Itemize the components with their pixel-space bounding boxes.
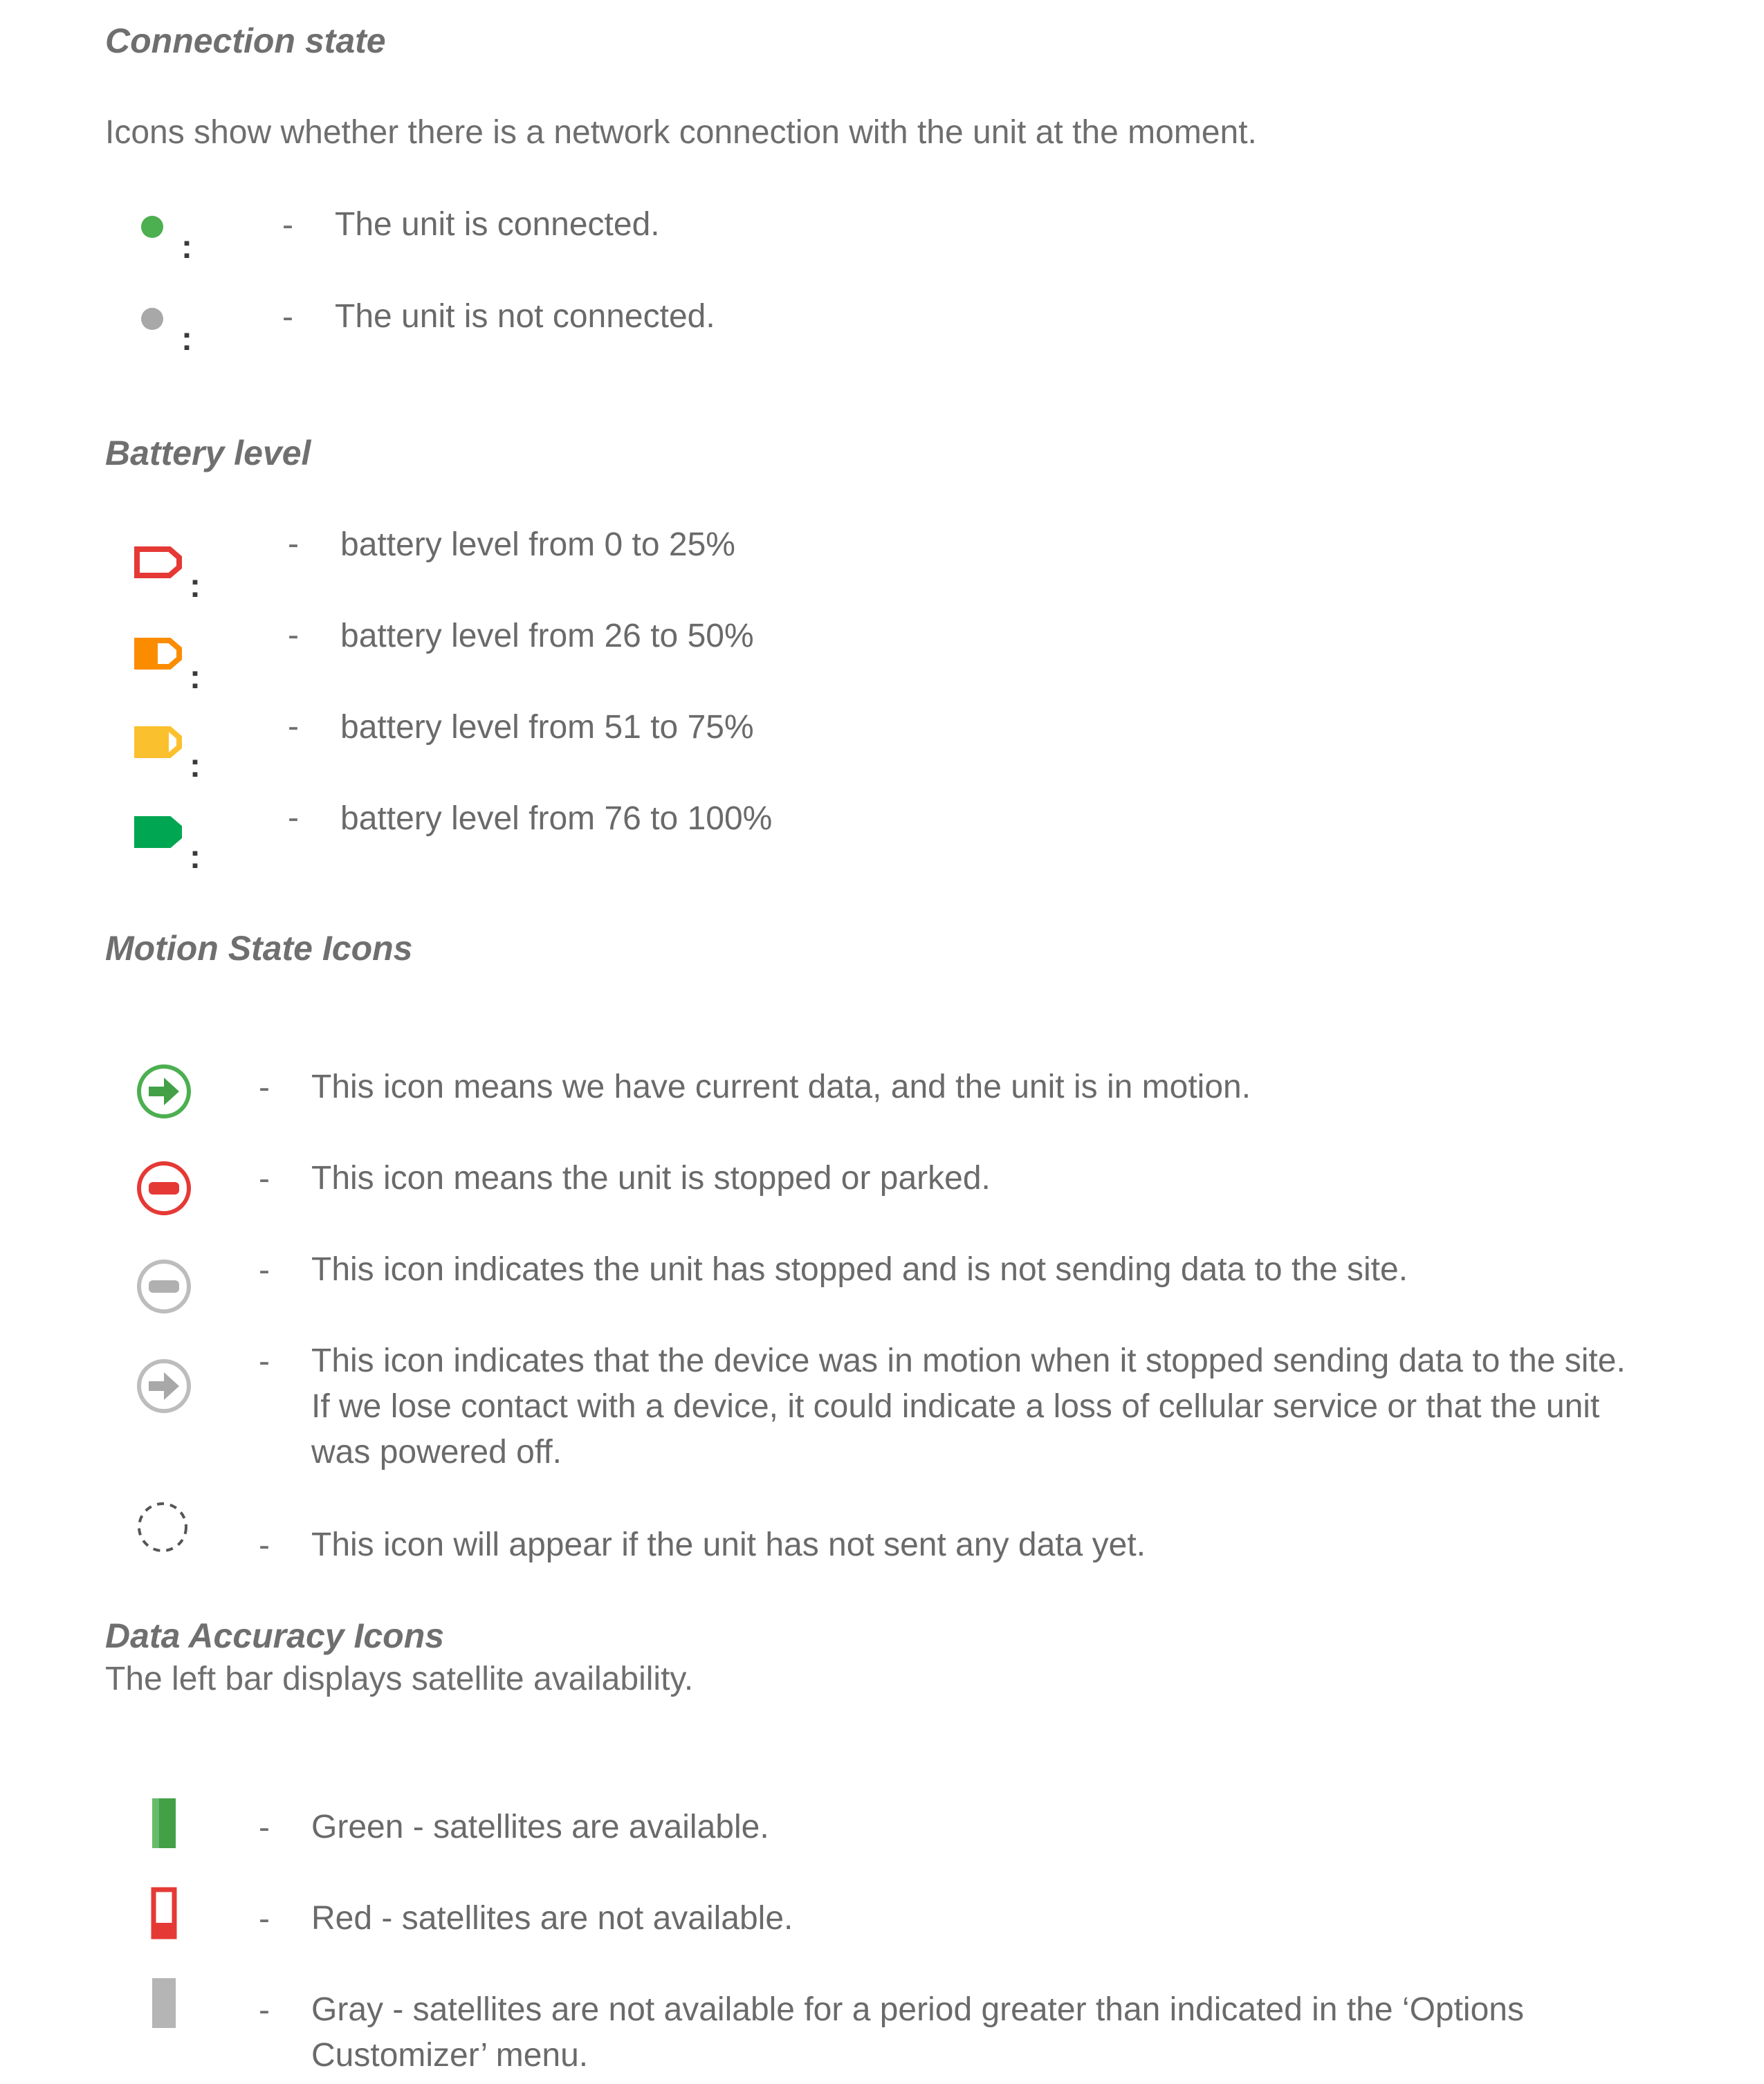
list-dash: - xyxy=(259,1809,270,1846)
colon: : xyxy=(190,748,201,784)
list-dash: - xyxy=(259,1901,270,1937)
battery-green-icon xyxy=(134,816,183,848)
motion-item-stopped: This icon means the unit is stopped or parked. xyxy=(311,1160,991,1197)
list-dash: - xyxy=(259,1161,270,1197)
data-accuracy-intro: The left bar displays satellite availability. xyxy=(105,1661,694,1697)
motion-item-no-data-yet: This icon will appear if the unit has not sent any data yet. xyxy=(311,1527,1146,1563)
list-dash: - xyxy=(259,1527,270,1564)
red-bar-icon xyxy=(151,1887,178,1939)
battery-yellow-icon xyxy=(134,726,183,758)
gray-minus-circle-icon xyxy=(135,1257,193,1316)
list-dash: - xyxy=(259,1069,270,1106)
battery-item-76-100: battery level from 76 to 100% xyxy=(340,800,773,837)
list-dash: - xyxy=(288,526,299,562)
colon: : xyxy=(190,659,201,696)
green-dot-icon xyxy=(138,213,166,241)
colon: : xyxy=(181,229,192,266)
accuracy-item-gray: Gray - satellites are not available for a period greater than indicated in the ‘Options Customizer’ menu. xyxy=(311,1991,1524,2074)
list-dash: - xyxy=(288,708,299,745)
colon: : xyxy=(190,568,201,605)
list-dash: - xyxy=(282,207,293,243)
green-bar-icon xyxy=(151,1797,178,1850)
list-dash: - xyxy=(288,617,299,654)
gray-arrow-circle-icon xyxy=(135,1357,193,1415)
motion-item-stopped-no-data: This icon indicates the unit has stopped and is not sending data to the site. xyxy=(311,1251,1408,1288)
list-dash: - xyxy=(288,800,299,836)
battery-orange-icon xyxy=(134,638,183,670)
list-dash: - xyxy=(259,1343,270,1380)
gray-bar-icon xyxy=(151,1977,178,2029)
battery-item-51-75: battery level from 51 to 75% xyxy=(340,709,754,746)
battery-red-icon xyxy=(134,546,183,578)
motion-state-heading: Motion State Icons xyxy=(105,929,413,968)
dashed-circle-icon xyxy=(135,1500,190,1555)
accuracy-item-red: Red - satellites are not available. xyxy=(311,1900,793,1937)
colon: : xyxy=(190,839,201,876)
green-arrow-circle-icon xyxy=(135,1062,193,1121)
list-dash: - xyxy=(282,299,293,335)
battery-item-26-50: battery level from 26 to 50% xyxy=(340,618,754,654)
gray-dot-icon xyxy=(138,305,166,333)
connection-item-connected: The unit is connected. xyxy=(335,206,660,243)
battery-level-heading: Battery level xyxy=(105,434,311,472)
accuracy-item-green: Green - satellites are available. xyxy=(311,1809,769,1845)
red-minus-circle-icon xyxy=(135,1159,193,1217)
list-dash: - xyxy=(259,1252,270,1289)
connection-state-intro: Icons show whether there is a network connection with the unit at the moment. xyxy=(105,114,1257,151)
motion-item-moving: This icon means we have current data, and the unit is in motion. xyxy=(311,1069,1251,1105)
list-dash: - xyxy=(259,1992,270,2029)
data-accuracy-heading: Data Accuracy Icons xyxy=(105,1616,445,1655)
colon: : xyxy=(181,321,192,358)
motion-item-lost-contact: This icon indicates that the device was in motion when it stopped sending data to the site. If we lose contact with a device, it could indicate a loss of cellular service or that the unit was powered off. xyxy=(311,1343,1626,1470)
connection-item-not-connected: The unit is not connected. xyxy=(335,298,715,335)
connection-state-heading: Connection state xyxy=(105,21,386,60)
battery-item-0-25: battery level from 0 to 25% xyxy=(340,526,735,563)
